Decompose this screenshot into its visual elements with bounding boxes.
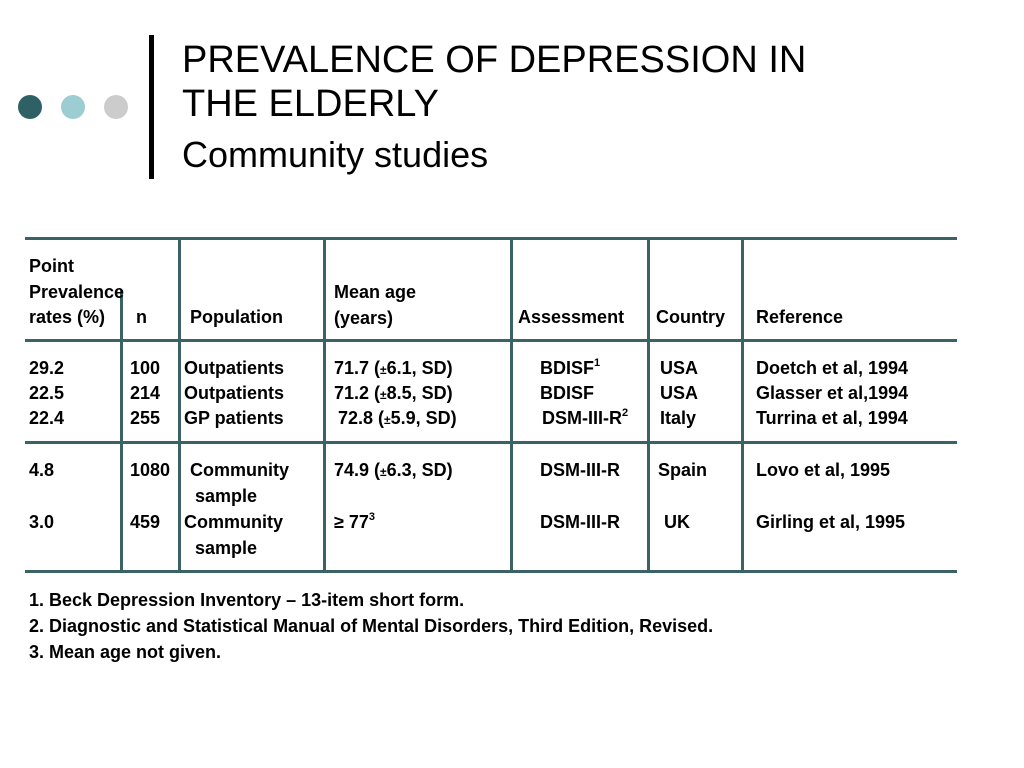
footnote-3: 3. Mean age not given.	[29, 642, 222, 662]
row-2-mean-age: 71.2 (±8.5, SD)	[334, 383, 453, 403]
table-col-divider	[510, 239, 513, 573]
row-5-mean-age: ≥ $77^3$	[334, 511, 376, 532]
row-3-n: 255	[130, 408, 161, 428]
row-1-population: Outpatients	[184, 358, 285, 378]
row-4-rate: 4.8	[29, 460, 55, 480]
row-4-country: Spain	[658, 460, 708, 480]
row-1-country: USA	[660, 358, 699, 378]
table-rule-middle	[25, 441, 957, 444]
row-3-mean-age: 72.8 (±5.9, SD)	[338, 408, 457, 428]
slide-title	[182, 38, 806, 126]
table-col-divider	[647, 239, 650, 573]
row-3-assessment: DSM-$III-R^2$	[542, 407, 629, 428]
row-5-population: Community	[184, 512, 283, 532]
row-1-n: 100	[130, 358, 161, 378]
header-n: n	[136, 307, 147, 327]
row-1-rate: 29.2	[29, 358, 65, 378]
row-4-population: Community	[190, 460, 289, 480]
row-2-assessment: BDISF	[540, 383, 594, 403]
row-4-mean-age: 74.9 (±6.3, SD)	[334, 460, 453, 480]
row-3-rate: 22.4	[29, 408, 65, 428]
table-rule-top	[25, 237, 957, 240]
row-1-mean-age: 71.7 (±6.1, SD)	[334, 358, 453, 378]
slide-subtitle: Community studies	[182, 134, 489, 175]
title-line-2: THE ELDERLY	[182, 83, 439, 125]
row-1-reference: Doetch et al, 1994	[756, 358, 909, 378]
title-line-1: PREVALENCE OF DEPRESSION IN	[182, 39, 807, 81]
row-5-n: 459	[130, 512, 161, 532]
row-2-country: USA	[660, 383, 699, 403]
decor-dot-dark	[18, 95, 42, 119]
footnote-1: 1. Beck Depression Inventory – 13-item short form.	[29, 590, 465, 610]
row-2-population: Outpatients	[184, 383, 285, 403]
row-5-rate: 3.0	[29, 512, 55, 532]
row-5-reference: Girling et al, 1995	[756, 512, 906, 532]
table-rule-bottom	[25, 570, 957, 573]
row-4-assessment: DSM-III-R	[540, 460, 620, 480]
header-assessment: Assessment	[518, 307, 625, 327]
row-5-country: UK	[664, 512, 690, 532]
header-rates: Point Prevalence rates (%)	[29, 256, 125, 327]
row-5-assessment: DSM-III-R	[540, 512, 620, 532]
title-divider-bar	[149, 35, 154, 179]
table-col-divider	[178, 239, 181, 573]
footnote-2: 2. Diagnostic and Statistical Manual of Mental Disorders, Third Edition, Revised.	[29, 616, 714, 636]
table-col-divider	[741, 239, 744, 573]
decor-dot-grey	[104, 95, 128, 119]
table-col-divider	[323, 239, 326, 573]
table-rule-header	[25, 339, 957, 342]
row-2-reference: Glasser et al,1994	[756, 383, 909, 403]
row-5-population-line2: sample	[195, 538, 258, 558]
row-4-population-line2: sample	[195, 486, 258, 506]
row-2-rate: 22.5	[29, 383, 65, 403]
row-4-reference: Lovo et al, 1995	[756, 460, 891, 480]
header-population: Population	[190, 307, 283, 327]
header-mean-age: Mean age (years)	[334, 282, 417, 328]
row-3-population: GP patients	[184, 408, 284, 428]
table-col-divider	[120, 290, 123, 573]
row-1-assessment: BDISF$^1$	[540, 357, 601, 378]
row-4-n: 1080	[130, 460, 171, 480]
header-country: Country	[656, 307, 725, 327]
decor-dot-light	[61, 95, 85, 119]
row-3-reference: Turrina et al, 1994	[756, 408, 908, 428]
header-reference: Reference	[756, 307, 844, 327]
row-3-country: Italy	[660, 408, 697, 428]
row-2-n: 214	[130, 383, 161, 403]
